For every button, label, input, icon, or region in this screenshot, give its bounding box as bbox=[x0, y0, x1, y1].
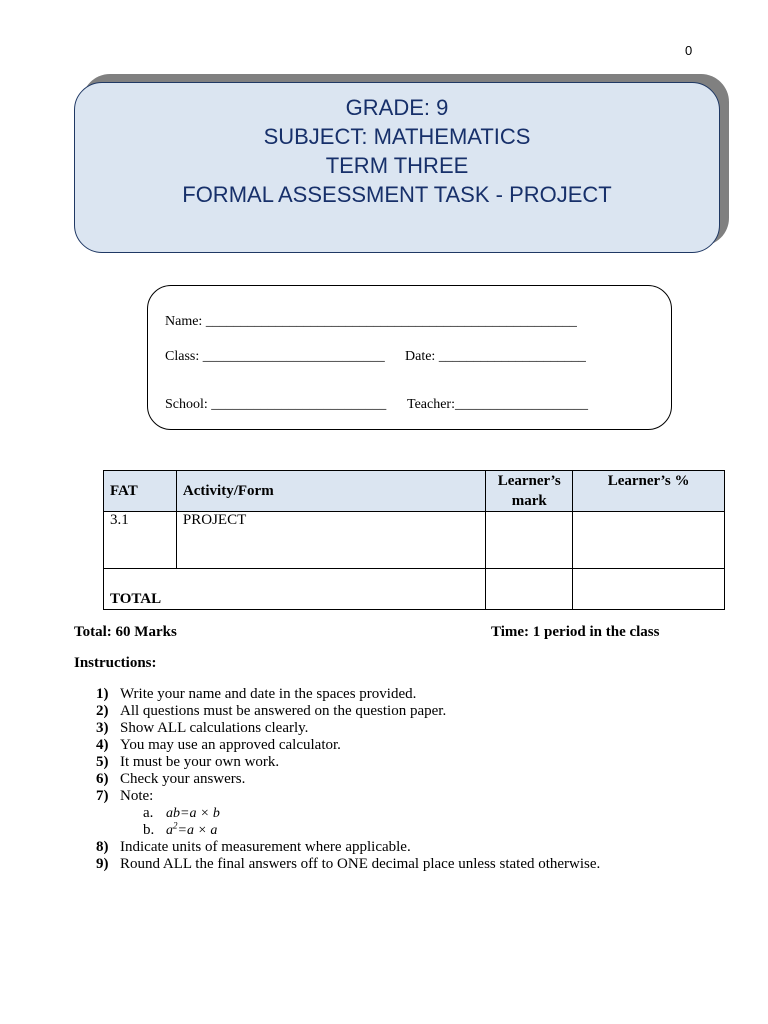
formula-base: a bbox=[166, 823, 173, 838]
total-label: TOTAL bbox=[104, 569, 486, 610]
list-item bbox=[96, 771, 600, 788]
formula-rest: =a × a bbox=[177, 823, 218, 838]
title-box bbox=[74, 82, 720, 253]
header-activity: Activity/Form bbox=[176, 471, 485, 512]
total-mark-cell[interactable] bbox=[486, 569, 573, 610]
item-number: 3) bbox=[96, 720, 109, 736]
learner-info-box bbox=[147, 285, 672, 430]
note-label-a: a. bbox=[143, 805, 154, 821]
list-item bbox=[96, 703, 600, 720]
list-item bbox=[96, 737, 600, 754]
item-number: 5) bbox=[96, 754, 109, 770]
marks-table-header bbox=[104, 471, 725, 512]
note-formula-b bbox=[166, 820, 218, 838]
item-text: It must be your own work. bbox=[120, 754, 280, 770]
note-label-b: b. bbox=[143, 822, 155, 838]
note-item-a bbox=[96, 805, 600, 822]
list-item bbox=[96, 839, 600, 856]
list-item bbox=[96, 754, 600, 771]
item-number: 6) bbox=[96, 771, 109, 787]
title-grade: GRADE: 9 bbox=[345, 95, 449, 120]
item-number: 8) bbox=[96, 839, 109, 855]
name-field[interactable]: Name: _____________________________________________________ bbox=[165, 314, 577, 329]
title-subject: SUBJECT: MATHEMATICS bbox=[263, 124, 531, 149]
time-allowed: Time: 1 period in the class bbox=[491, 624, 660, 640]
item-text: You may use an approved calculator. bbox=[120, 737, 341, 753]
item-text: Write your name and date in the spaces provided. bbox=[120, 686, 417, 702]
instructions-heading: Instructions: bbox=[74, 655, 157, 671]
item-number: 9) bbox=[96, 856, 109, 872]
title-term: TERM THREE bbox=[325, 153, 469, 178]
list-item bbox=[96, 720, 600, 737]
instructions-list bbox=[96, 686, 600, 873]
list-item bbox=[96, 788, 600, 805]
table-row bbox=[104, 512, 725, 569]
teacher-field[interactable]: Teacher:___________________ bbox=[407, 397, 588, 412]
page-number: 0 bbox=[685, 43, 693, 58]
item-text: All questions must be answered on the question paper. bbox=[120, 703, 447, 719]
title-task: FORMAL ASSESSMENT TASK - PROJECT bbox=[182, 182, 612, 207]
item-text: Note: bbox=[120, 788, 154, 804]
item-text: Round ALL the final answers off to ONE decimal place unless stated otherwise. bbox=[120, 856, 601, 872]
list-item bbox=[96, 856, 600, 873]
item-text: Indicate units of measurement where applicable. bbox=[120, 839, 411, 855]
class-field[interactable]: Class: __________________________ bbox=[165, 349, 385, 364]
formula-exponent: 2 bbox=[173, 820, 178, 831]
date-field[interactable]: Date: _____________________ bbox=[405, 349, 586, 364]
cell-percent[interactable] bbox=[573, 512, 725, 569]
item-number: 2) bbox=[96, 703, 109, 719]
school-field[interactable]: School: _________________________ bbox=[165, 397, 387, 412]
header-learner-mark: Learner’s mark bbox=[486, 471, 573, 512]
total-marks: Total: 60 Marks bbox=[74, 624, 177, 640]
total-row bbox=[104, 569, 725, 610]
header-learner-percent: Learner’s % bbox=[573, 471, 725, 512]
cell-activity: PROJECT bbox=[176, 512, 485, 569]
item-text: Check your answers. bbox=[120, 771, 246, 787]
list-item bbox=[96, 686, 600, 703]
item-number: 1) bbox=[96, 686, 109, 702]
item-number: 7) bbox=[96, 788, 109, 804]
note-formula-a: ab=a × b bbox=[166, 806, 220, 821]
item-number: 4) bbox=[96, 737, 109, 753]
marks-table bbox=[103, 470, 725, 610]
cell-fat: 3.1 bbox=[104, 512, 177, 569]
note-item-b bbox=[96, 822, 600, 839]
item-text: Show ALL calculations clearly. bbox=[120, 720, 309, 736]
header-fat: FAT bbox=[104, 471, 177, 512]
total-percent-cell[interactable] bbox=[573, 569, 725, 610]
cell-mark[interactable] bbox=[486, 512, 573, 569]
